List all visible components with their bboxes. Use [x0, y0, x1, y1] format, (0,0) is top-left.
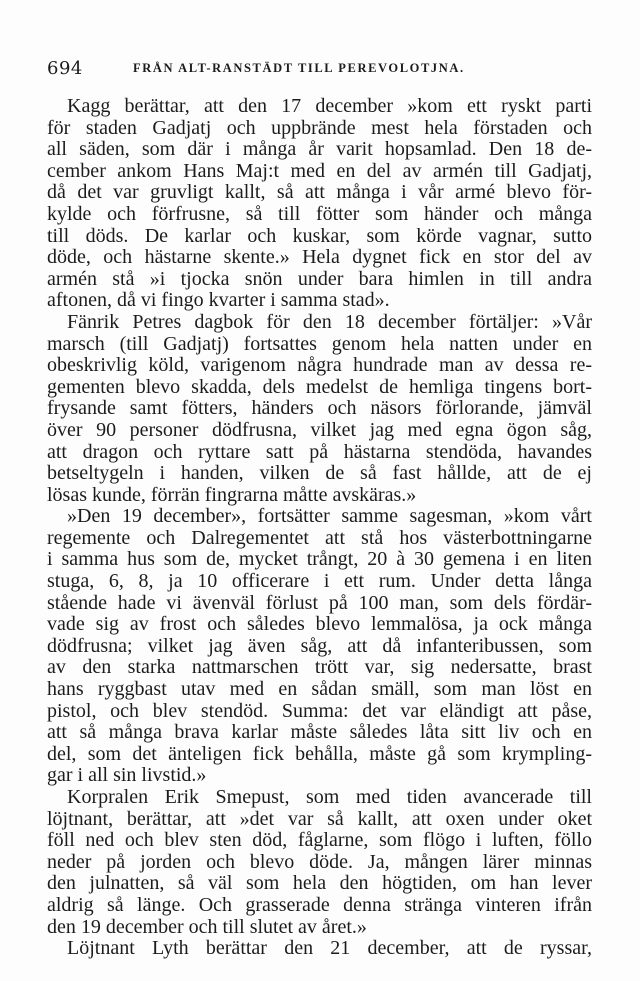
text-line: dödfrusna; vilket jag även såg, att då infanteribussen, som [47, 635, 592, 657]
text-line: då det var gruvligt kallt, så att många i vår armé blevo för- [47, 182, 592, 204]
text-line: neder på jorden och blevo döde. Ja, mången lärer minnas [47, 851, 592, 873]
page-header [47, 58, 592, 80]
text-line: stuga, 6, 8, ja 10 officerare i ett rum. Under detta långa [47, 571, 592, 593]
running-head: FRÅN ALT-RANSTÄDT TILL PEREVOLOTJNA. [133, 61, 465, 75]
text-line: för staden Gadjatj och uppbrände mest hela förstaden och [47, 117, 592, 139]
text-line: betseltygeln i handen, vilken de så fast hållde, att de ej [47, 463, 592, 485]
text-line: föll ned och blev sten död, fåglarne, som flögo i luften, föllo [47, 830, 592, 852]
text-line: den julnatten, så väl som hela den högtiden, om han lever [47, 873, 592, 895]
text-line: del, som det änteligen fick behålla, måste gå som krympling- [47, 743, 592, 765]
text-line: frysande samt fötters, händers och näsors förlorande, jämväl [47, 398, 592, 420]
page-number: 694 [47, 58, 83, 79]
text-line: i samma hus som de, mycket trångt, 20 à 30 gemena i en liten [47, 549, 592, 571]
text-line: Kagg berättar, att den 17 december »kom ett ryskt parti [67, 96, 592, 117]
text-line: att dragon och ryttare satt på hästarna stendöda, havandes [47, 441, 592, 463]
text-line: aldrig så länge. Och grasserade denna stränga vinteren ifrån [47, 894, 592, 916]
text-line: hans ryggbast utav med en sådan smäll, som man löst en [47, 679, 592, 701]
text-line: över 90 personer dödfrusna, vilket jag med egna ögon såg, [47, 419, 592, 441]
text-line: lösas kunde, förrän fingrarna måtte avskäras.» [47, 484, 417, 506]
text-line: aftonen, då vi fingo kvarter i samma stad». [47, 290, 390, 312]
text-line: löjtnant, berättar, att »det var så kallt, att oxen under oket [47, 808, 592, 830]
text-line: att så många brava karlar måste således låta sitt liv och en [47, 722, 592, 744]
text-line: pistol, och blev stendöd. Summa: det var eländigt att påse, [47, 700, 592, 722]
text-line: regemente och Dalregementet att stå hos västerbottningarne [47, 527, 592, 549]
text-line: marsch (till Gadjatj) fortsattes genom hela natten under en [47, 333, 592, 355]
text-line: till döds. De karlar och kuskar, som körde vagnar, sutto [47, 225, 592, 247]
text-line: den 19 december och till slutet av året.» [47, 916, 367, 938]
text-line: cember ankom Hans Maj:t med en del av armén till Gadjatj, [47, 160, 592, 182]
text-line: gementen blevo skadda, dels medelst de hemliga tingens bort- [47, 376, 592, 398]
text-line: av den starka nattmarschen trött var, sig nedersatte, brast [47, 657, 592, 679]
text-line: vade sig av frost och således blevo lemmalösa, ja ock många [47, 614, 592, 636]
text-line: armén stå »i tjocka snön under bara himlen in till andra [47, 268, 592, 290]
text-line: all säden, som där i många år varit hopsamlad. Den 18 de- [47, 139, 592, 161]
text-line: »Den 19 december», fortsätter samme sagesman, »kom vårt [67, 506, 592, 528]
text-line: döde, och hästarne skente.» Hela dygnet fick en stor del av [47, 247, 592, 269]
text-line: Löjtnant Lyth berättar den 21 december, att de ryssar, [67, 938, 592, 960]
text-line: kylde och förfrusne, så till fötter som händer och många [47, 203, 592, 225]
text-line: stående hade vi ävenväl förlust på 100 man, som dels fördär- [47, 592, 592, 614]
text-line: gar i all sin livstid.» [47, 765, 207, 787]
text-line: Fänrik Petres dagbok för den 18 december förtäljer: »Vår [67, 311, 592, 333]
text-line: Korpralen Erik Smepust, som med tiden avancerade till [67, 787, 592, 808]
body-text [47, 96, 592, 960]
text-line: obeskrivlig köld, varigenom några hundrade man av dessa re- [47, 355, 592, 377]
